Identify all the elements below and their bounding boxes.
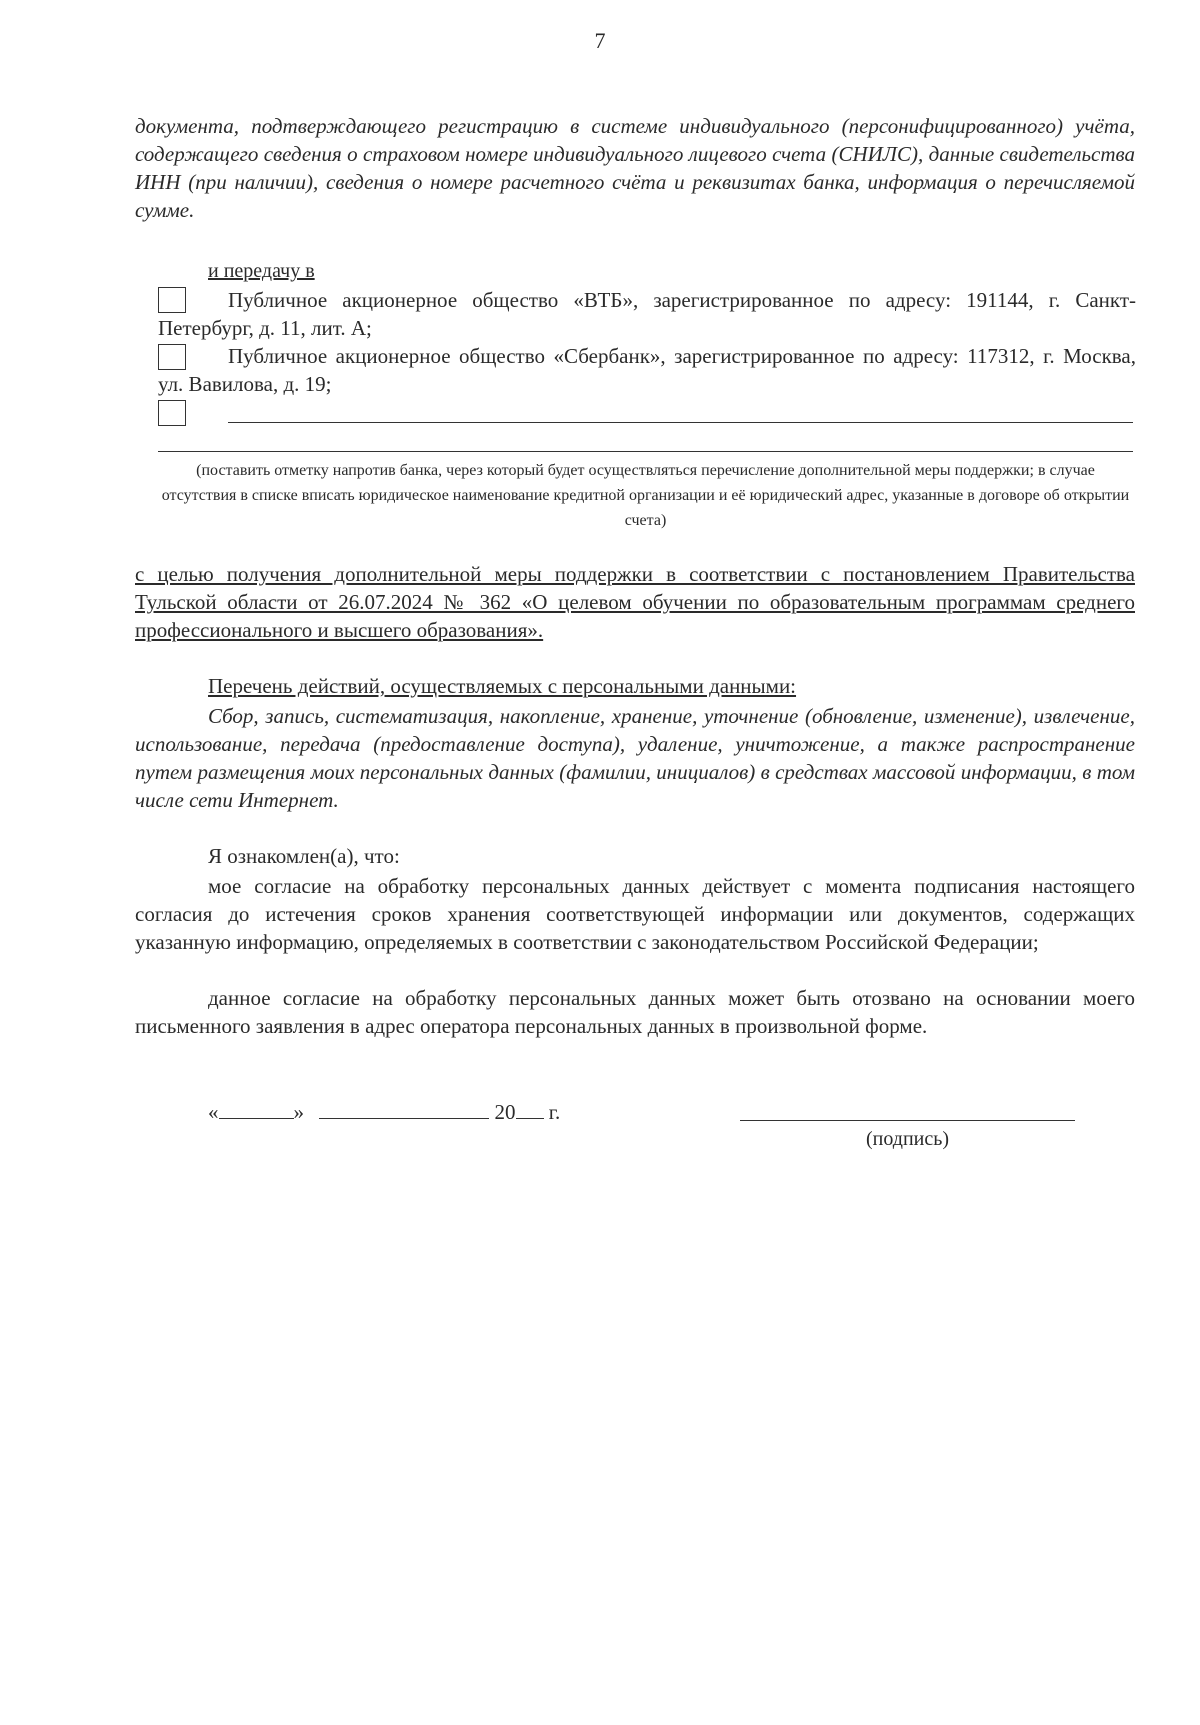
date-month-field[interactable] [319,1098,489,1119]
date-year-field[interactable] [516,1098,544,1119]
purpose-paragraph: с целью получения дополнительной меры поддержки в соответствии с постановлением Правительства Тульской области от 26.07.2024 № 362 «О целевом обучении по образовательным программам среднего профессионального и высшего образования». [135,562,1135,642]
page-number: 7 [594,28,606,53]
bank-option-sberbank: Публичное акционерное общество «Сбербанк», зарегистрированное по адресу: 117312, г. Москва, ул. Вавилова, д. 19; [158,344,1136,396]
bank-option-vtb: Публичное акционерное общество «ВТБ», зарегистрированное по адресу: 191144, г. Санкт-Петербург, д. 11, лит. А; [158,288,1136,340]
awareness-paragraph-revocation: данное согласие на обработку персональных данных может быть отозвано на основании моего письменного заявления в адрес оператора персональных данных в произвольной форме. [135,986,1135,1038]
date-year-suffix: г. [548,1100,561,1124]
date-open-quote: « [208,1100,219,1124]
transfer-label: и передачу в [208,260,315,282]
awareness-title: Я ознакомлен(а), что: [208,844,400,868]
bank-checkbox-other[interactable] [158,400,186,426]
date-close-quote: » [293,1100,304,1124]
date-day-field[interactable] [219,1098,294,1119]
other-bank-field-line-2[interactable] [158,451,1133,452]
date-year-prefix: 20 [494,1100,516,1124]
signature-field[interactable] [740,1120,1075,1121]
awareness-paragraph-validity: мое согласие на обработку персональных данных действует с момента подписания настоящего согласия до истечения сроков хранения соответствующей информации или документов, содержащих указанную информацию, определяемых в соответствии с законодательством Российской Федерации; [135,874,1135,954]
signature-caption: (подпись) [865,1128,950,1150]
intro-paragraph: документа, подтверждающего регистрацию в системе индивидуального (персонифицированного) учёта, содержащего сведения о страховом номере индивидуального лицевого счета (СНИЛС), данные свидетельства ИНН (при наличии), сведения о номере расчетного счёта и реквизитах банка, информация о перечисляемой сумме. [135,114,1135,222]
other-bank-field-line-1[interactable] [228,422,1133,423]
actions-paragraph: Сбор, запись, систематизация, накопление, хранение, уточнение (обновление, изменение), извлечение, использование, передача (предоставление доступа), удаление, уничтожение, а также распространение путем размещения моих персональных данных (фамилии, инициалов) в средствах массовой информации, в том числе сети Интернет. [135,704,1135,812]
actions-title: Перечень действий, осуществляемых с персональными данными: [208,674,797,698]
bank-hint: (поставить отметку напротив банка, через который будет осуществляться перечисление дополнительной меры поддержки; в случае отсутствия в списке вписать юридическое наименование кредитной организации и её юридический адрес, указанные в договоре об открытии счета) [161,462,1130,529]
date-row [208,1098,560,1125]
